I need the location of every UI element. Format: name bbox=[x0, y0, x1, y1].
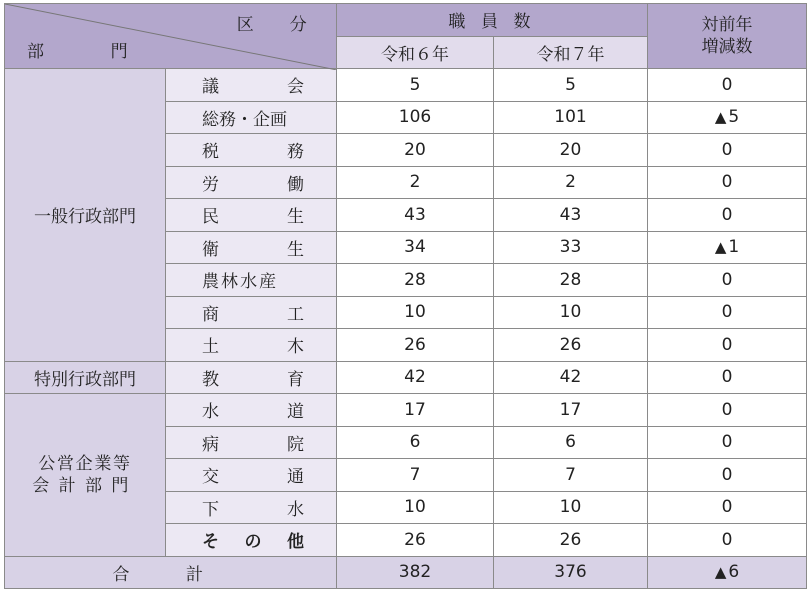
value-2024: 34 bbox=[337, 231, 494, 264]
sub-category-cell bbox=[166, 459, 337, 492]
dept-name-line2: 会計部門 bbox=[32, 475, 138, 496]
value-2024: 5 bbox=[337, 69, 494, 102]
change-cell bbox=[648, 556, 807, 589]
total-2024: 382 bbox=[337, 556, 494, 589]
header-change-line2: 増減数 bbox=[701, 37, 753, 57]
sub-category-char: 生 bbox=[287, 239, 304, 260]
sub-category-char: 議 bbox=[202, 77, 219, 98]
value-2025: 33 bbox=[494, 231, 648, 264]
sub-category-label bbox=[166, 235, 336, 260]
sub-category-char: 院 bbox=[287, 434, 304, 455]
sub-category-cell bbox=[166, 426, 337, 459]
sub-category-label bbox=[166, 397, 336, 422]
table-row bbox=[5, 69, 807, 102]
change-cell: 0 bbox=[648, 69, 807, 102]
change-cell: 0 bbox=[648, 199, 807, 232]
sub-category-char: 育 bbox=[287, 369, 304, 390]
sub-category-label bbox=[166, 137, 336, 162]
sub-category-label bbox=[166, 527, 336, 552]
sub-category-cell bbox=[166, 524, 337, 557]
value-2025: 7 bbox=[494, 459, 648, 492]
value-2024: 42 bbox=[337, 361, 494, 394]
sub-category-char: 水 bbox=[287, 499, 304, 520]
header-kubun-bumon bbox=[5, 4, 337, 69]
table-row bbox=[5, 394, 807, 427]
sub-category-cell bbox=[166, 394, 337, 427]
sub-category-char: 務 bbox=[287, 142, 304, 163]
change-value: 6 bbox=[728, 562, 740, 583]
sub-category-char: 交 bbox=[202, 467, 219, 488]
value-2024: 20 bbox=[337, 134, 494, 167]
change-cell: 0 bbox=[648, 524, 807, 557]
value-2024: 2 bbox=[337, 166, 494, 199]
value-2024: 26 bbox=[337, 329, 494, 362]
sub-category-label bbox=[166, 267, 336, 292]
sub-category-char: 労 bbox=[202, 174, 219, 195]
value-2024: 10 bbox=[337, 296, 494, 329]
value-2024: 26 bbox=[337, 524, 494, 557]
change-cell: 0 bbox=[648, 426, 807, 459]
value-2025: 5 bbox=[494, 69, 648, 102]
sub-category-cell bbox=[166, 329, 337, 362]
decrease-triangle-icon: ▲ bbox=[714, 238, 727, 257]
value-2025: 42 bbox=[494, 361, 648, 394]
dept-cell bbox=[5, 394, 166, 557]
header-year2: 令和７年 bbox=[494, 36, 648, 69]
table-body bbox=[5, 69, 807, 589]
sub-category-char: 商 bbox=[202, 304, 219, 325]
decrease-triangle-icon: ▲ bbox=[714, 563, 727, 582]
total-label: 合 計 bbox=[5, 556, 337, 589]
change-cell: 0 bbox=[648, 459, 807, 492]
decrease-triangle-icon: ▲ bbox=[714, 108, 727, 127]
sub-category-char: 木 bbox=[287, 337, 304, 358]
sub-category-char: 道 bbox=[287, 402, 304, 423]
sub-category-label bbox=[166, 300, 336, 325]
sub-category-cell bbox=[166, 361, 337, 394]
value-2025: 101 bbox=[494, 101, 648, 134]
value-2024: 43 bbox=[337, 199, 494, 232]
sub-category-char: の bbox=[244, 532, 262, 553]
header-kubun: 区 分 bbox=[236, 15, 322, 35]
sub-category-text: 農林水産 bbox=[202, 272, 279, 293]
header-change-line1: 対前年 bbox=[701, 15, 753, 35]
sub-category-char: 教 bbox=[202, 369, 219, 390]
value-2025: 26 bbox=[494, 329, 648, 362]
sub-category-char: 税 bbox=[202, 142, 219, 163]
dept-name bbox=[5, 453, 165, 497]
sub-category-label bbox=[166, 365, 336, 390]
sub-category-text: 総務・企画 bbox=[202, 109, 287, 130]
change-cell: 0 bbox=[648, 166, 807, 199]
staff-count-table bbox=[4, 3, 807, 589]
header-bumon: 部 門 bbox=[27, 42, 159, 62]
value-2025: 2 bbox=[494, 166, 648, 199]
dept-name-line1: 公営企業等 bbox=[38, 453, 132, 474]
sub-category-char: 他 bbox=[287, 532, 304, 553]
value-2024: 17 bbox=[337, 394, 494, 427]
sub-category-cell bbox=[166, 134, 337, 167]
sub-category-label bbox=[166, 72, 336, 97]
sub-category-char: そ bbox=[202, 532, 219, 553]
value-2025: 43 bbox=[494, 199, 648, 232]
sub-category-cell bbox=[166, 69, 337, 102]
sub-category-char: 下 bbox=[202, 499, 219, 520]
sub-category-label bbox=[166, 105, 336, 130]
dept-cell: 一般行政部門 bbox=[5, 69, 166, 362]
sub-category-char: 水 bbox=[202, 402, 219, 423]
value-2024: 106 bbox=[337, 101, 494, 134]
header-change bbox=[648, 4, 807, 69]
value-2024: 6 bbox=[337, 426, 494, 459]
change-cell: 0 bbox=[648, 361, 807, 394]
value-2025: 17 bbox=[494, 394, 648, 427]
sub-category-char: 生 bbox=[287, 207, 304, 228]
total-row bbox=[5, 556, 807, 589]
change-cell bbox=[648, 101, 807, 134]
sub-category-cell bbox=[166, 101, 337, 134]
sub-category-label bbox=[166, 170, 336, 195]
sub-category-char: 会 bbox=[287, 77, 304, 98]
sub-category-char: 通 bbox=[287, 467, 304, 488]
value-2025: 28 bbox=[494, 264, 648, 297]
sub-category-char: 工 bbox=[287, 304, 304, 325]
sub-category-cell bbox=[166, 166, 337, 199]
sub-category-cell bbox=[166, 264, 337, 297]
sub-category-char: 土 bbox=[202, 337, 219, 358]
sub-category-label bbox=[166, 495, 336, 520]
value-2025: 10 bbox=[494, 491, 648, 524]
dept-cell: 特別行政部門 bbox=[5, 361, 166, 394]
sub-category-cell bbox=[166, 199, 337, 232]
sub-category-char: 病 bbox=[202, 434, 219, 455]
change-cell: 0 bbox=[648, 329, 807, 362]
sub-category-label bbox=[166, 202, 336, 227]
sub-category-label bbox=[166, 332, 336, 357]
value-2025: 20 bbox=[494, 134, 648, 167]
change-value: 5 bbox=[728, 107, 740, 128]
value-2025: 6 bbox=[494, 426, 648, 459]
change-cell bbox=[648, 231, 807, 264]
change-value: 1 bbox=[728, 237, 740, 258]
table-row bbox=[5, 361, 807, 394]
change-cell: 0 bbox=[648, 264, 807, 297]
change-cell: 0 bbox=[648, 134, 807, 167]
sub-category-char: 民 bbox=[202, 207, 219, 228]
total-2025: 376 bbox=[494, 556, 648, 589]
change-cell: 0 bbox=[648, 394, 807, 427]
sub-category-label bbox=[166, 430, 336, 455]
change-cell: 0 bbox=[648, 491, 807, 524]
header-staff-count: 職 員 数 bbox=[337, 4, 648, 37]
value-2025: 10 bbox=[494, 296, 648, 329]
sub-category-cell bbox=[166, 231, 337, 264]
change-cell: 0 bbox=[648, 296, 807, 329]
sub-category-cell bbox=[166, 296, 337, 329]
sub-category-char: 働 bbox=[287, 174, 304, 195]
value-2024: 7 bbox=[337, 459, 494, 492]
sub-category-label bbox=[166, 462, 336, 487]
value-2025: 26 bbox=[494, 524, 648, 557]
value-2024: 10 bbox=[337, 491, 494, 524]
value-2024: 28 bbox=[337, 264, 494, 297]
header-year1: 令和６年 bbox=[337, 36, 494, 69]
sub-category-cell bbox=[166, 491, 337, 524]
sub-category-char: 衛 bbox=[202, 239, 219, 260]
